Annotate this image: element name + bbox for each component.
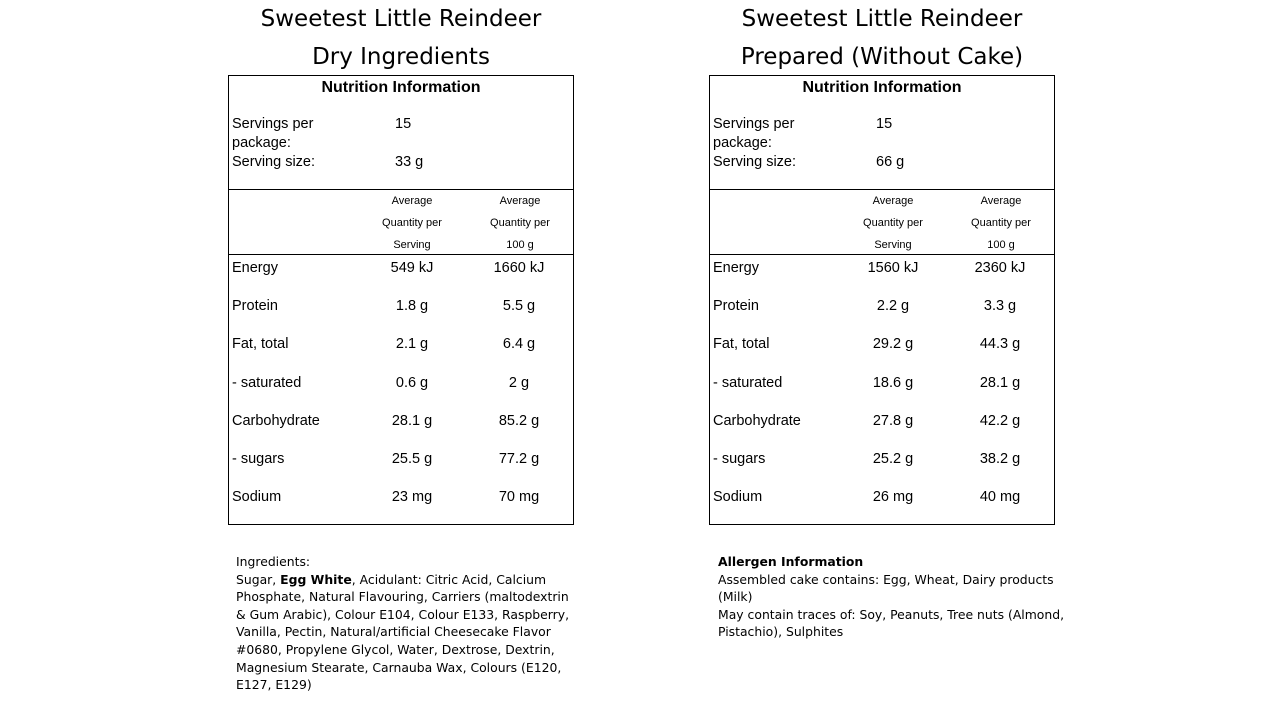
allergen-contains: Assembled cake contains: Egg, Wheat, Dairy products (Milk)	[718, 571, 1054, 605]
nutrient-row-carbohydrate	[229, 408, 573, 446]
per-100g-value: 42.2 g	[979, 412, 1021, 429]
per-100g-value: 28.1 g	[979, 374, 1021, 391]
ingredients-heading: Ingredients:	[236, 554, 311, 569]
per-serving-value: 26 mg	[872, 489, 914, 506]
per-100g-value: 2360 kJ	[974, 260, 1026, 276]
title-line-2: Dry Ingredients	[312, 44, 490, 70]
per-100g-value: 3.3 g	[983, 298, 1017, 315]
per-100g-value: 6.4 g	[502, 336, 536, 353]
nutrient-row-protein	[710, 293, 1054, 331]
servings-value: 15	[876, 116, 893, 132]
allergen-section	[718, 553, 1068, 641]
nutrient-name: Protein	[232, 298, 278, 315]
nutrient-rows	[229, 255, 573, 522]
nutrition-table	[228, 75, 574, 525]
per-100g-value: 70 mg	[498, 489, 540, 506]
per-100g-value: 2 g	[508, 374, 530, 391]
panel-dry-ingredients	[228, 0, 574, 525]
column-header-per-100g: Average Quantity per 100 g	[971, 195, 1031, 251]
title-line-2: Prepared (Without Cake)	[740, 44, 1024, 70]
nutrient-name: Carbohydrate	[232, 412, 320, 429]
per-serving-value: 18.6 g	[872, 374, 914, 391]
ingredients-text-start: Sugar,	[236, 571, 281, 587]
per-100g-value: 1660 kJ	[493, 260, 545, 276]
title-line-1: Sweetest Little Reindeer	[741, 6, 1023, 32]
nutrition-table-title: Nutrition Information	[802, 79, 962, 96]
serving-size-label: Serving size:	[232, 154, 316, 170]
serving-size-value: 33 g	[395, 154, 424, 170]
servings-value: 15	[395, 116, 412, 132]
nutrient-name: - saturated	[232, 374, 302, 391]
nutrient-name: Fat, total	[232, 336, 289, 353]
nutrition-table	[709, 75, 1055, 525]
ingredients-section	[236, 553, 576, 694]
per-serving-value: 2.2 g	[876, 298, 910, 315]
serving-size-value: 66 g	[876, 154, 905, 170]
nutrient-row-sodium	[229, 484, 573, 522]
per-100g-value: 85.2 g	[498, 412, 540, 429]
per-100g-value: 44.3 g	[979, 336, 1021, 353]
column-headers	[710, 190, 1054, 255]
title-line-1: Sweetest Little Reindeer	[260, 6, 542, 32]
nutrient-name: - saturated	[713, 374, 783, 391]
allergen-may-contain: May contain traces of: Soy, Peanuts, Tree nuts (Almond, Pistachio), Sulphites	[718, 606, 1065, 640]
nutrient-name: Sodium	[232, 489, 282, 506]
per-serving-value: 0.6 g	[395, 374, 429, 391]
per-serving-value: 1560 kJ	[867, 260, 919, 276]
column-header-per-serving: Average Quantity per Serving	[382, 195, 442, 251]
panel-prepared	[709, 0, 1055, 525]
per-serving-value: 25.5 g	[391, 450, 433, 467]
panel-title	[709, 0, 1055, 75]
per-serving-value: 2.1 g	[395, 336, 429, 353]
nutrient-name: Protein	[713, 298, 759, 315]
per-100g-value: 77.2 g	[498, 450, 540, 467]
ingredients-bold-allergen: Egg White	[280, 571, 352, 587]
nutrient-row-sodium	[710, 484, 1054, 522]
nutrient-row-energy	[229, 255, 573, 293]
column-header-per-100g: Average Quantity per 100 g	[490, 195, 550, 251]
serving-size-label: Serving size:	[713, 154, 797, 170]
per-serving-value: 28.1 g	[391, 412, 433, 429]
nutrient-name: Fat, total	[713, 336, 770, 353]
nutrient-row-carbohydrate	[710, 408, 1054, 446]
nutrient-row-protein	[229, 293, 573, 331]
nutrition-table-title: Nutrition Information	[321, 79, 481, 96]
nutrient-row-fat-total	[229, 331, 573, 369]
per-100g-value: 5.5 g	[502, 298, 536, 315]
nutrient-row-fat-total	[710, 331, 1054, 369]
nutrient-row-sugars	[710, 446, 1054, 484]
ingredients-text-rest: , Acidulant: Citric Acid, Calcium Phosphate, Natural Flavouring, Carriers (maltodextrin & Gum Arabic), Colour E104, Colour E133, Raspberry, Vanilla, Pectin, Natural/artificial Cheesecake Flavor #0680, Propylene Glycol, Water, Dextrose, Dextrin, Magnesium Stearate, Carnauba Wax, Colours (E120, E127, E129)	[236, 571, 570, 693]
per-serving-value: 23 mg	[391, 489, 433, 506]
servings-section	[229, 100, 573, 190]
nutrient-name: Energy	[232, 260, 278, 276]
per-serving-value: 29.2 g	[872, 336, 914, 353]
servings-section	[710, 100, 1054, 190]
nutrient-name: Sodium	[713, 489, 763, 506]
nutrient-row-saturated	[229, 370, 573, 408]
per-100g-value: 40 mg	[979, 489, 1021, 506]
nutrient-row-saturated	[710, 370, 1054, 408]
per-serving-value: 549 kJ	[390, 260, 434, 276]
ingredients-text	[236, 571, 576, 694]
nutrient-name: Energy	[713, 260, 759, 276]
nutrient-name: Carbohydrate	[713, 412, 801, 429]
servings-label: Servings per package:	[232, 116, 314, 151]
column-headers	[229, 190, 573, 255]
panel-title	[228, 0, 574, 75]
nutrient-name: - sugars	[713, 450, 766, 467]
column-header-per-serving: Average Quantity per Serving	[863, 195, 923, 251]
servings-label: Servings per package:	[713, 116, 795, 151]
nutrient-row-sugars	[229, 446, 573, 484]
per-100g-value: 38.2 g	[979, 450, 1021, 467]
nutrient-row-energy	[710, 255, 1054, 293]
per-serving-value: 1.8 g	[395, 298, 429, 315]
nutrient-name: - sugars	[232, 450, 285, 467]
allergen-heading: Allergen Information	[718, 554, 864, 569]
nutrient-rows	[710, 255, 1054, 522]
per-serving-value: 27.8 g	[872, 412, 914, 429]
per-serving-value: 25.2 g	[872, 450, 914, 467]
